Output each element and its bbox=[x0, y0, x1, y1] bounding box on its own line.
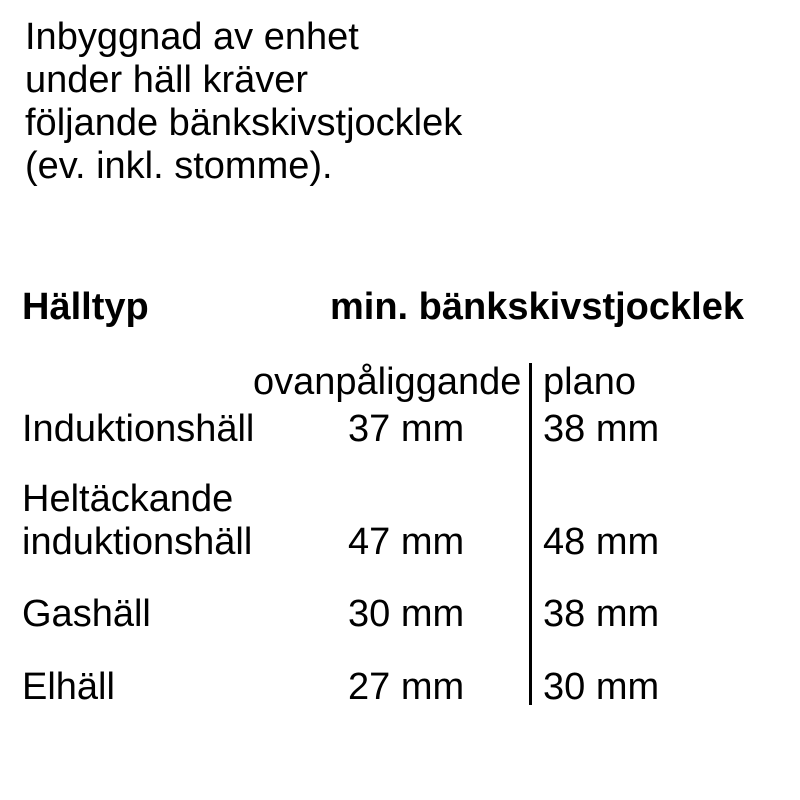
column-header-thickness: min. bänkskivstjocklek bbox=[330, 286, 744, 328]
column-header-hobtype: Hälltyp bbox=[22, 286, 149, 328]
row-value-plano: 30 mm bbox=[543, 666, 660, 708]
row-value-plano: 48 mm bbox=[543, 521, 660, 563]
table-row bbox=[0, 666, 800, 709]
subheader-plano: plano bbox=[543, 361, 636, 403]
row-value-ovanpaliggande: 47 mm bbox=[348, 521, 465, 563]
intro-line: (ev. inkl. stomme). bbox=[25, 145, 333, 187]
intro-line: under häll kräver bbox=[25, 59, 309, 101]
row-label: Heltäckande induktionshäll bbox=[22, 478, 253, 563]
intro-paragraph bbox=[25, 16, 462, 188]
row-value-ovanpaliggande: 27 mm bbox=[348, 666, 465, 708]
table-row bbox=[0, 593, 800, 636]
row-label: Induktionshäll bbox=[22, 408, 255, 450]
row-value-plano: 38 mm bbox=[543, 593, 660, 635]
row-value-ovanpaliggande: 37 mm bbox=[348, 408, 465, 450]
subheader-ovanpaliggande: ovanpåliggande bbox=[253, 361, 522, 403]
row-label: Elhäll bbox=[22, 666, 115, 708]
table-row bbox=[0, 478, 800, 564]
row-value-ovanpaliggande: 30 mm bbox=[348, 593, 465, 635]
table-row bbox=[0, 408, 800, 451]
row-label: Gashäll bbox=[22, 593, 151, 635]
intro-line: följande bänkskivstjocklek bbox=[25, 102, 463, 144]
row-value-plano: 38 mm bbox=[543, 408, 660, 450]
intro-line: Inbyggnad av enhet bbox=[25, 16, 359, 58]
